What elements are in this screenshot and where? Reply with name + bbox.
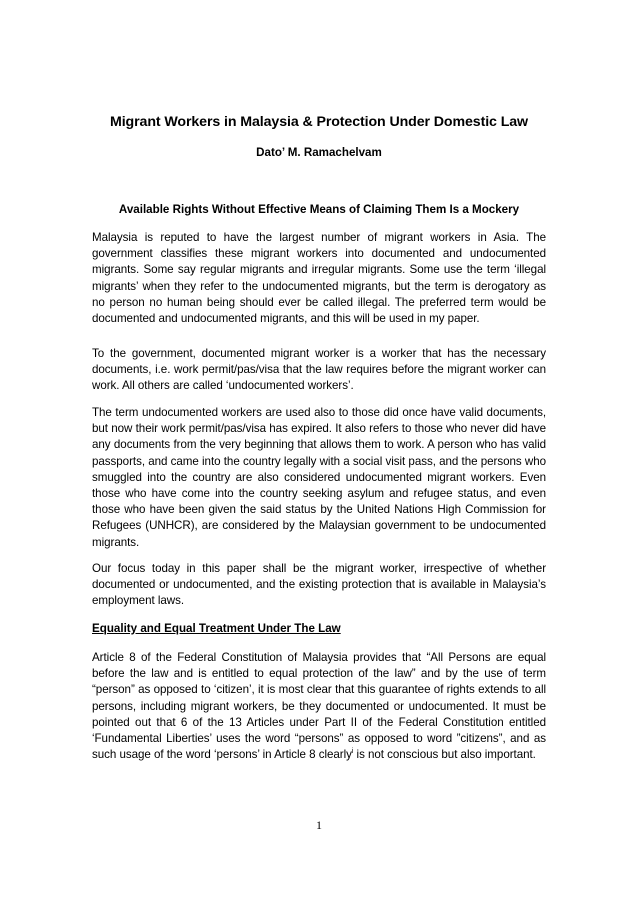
section-heading: Equality and Equal Treatment Under The Law (92, 622, 341, 635)
paragraph-4: Our focus today in this paper shall be the migrant worker, irrespective of whether documented or undocumented, and the existing protection that is available in Malaysia’s employment laws. (92, 562, 546, 608)
document-title: Migrant Workers in Malaysia & Protection Under Domestic Law (110, 114, 528, 130)
section-paragraph-end: is not conscious but also important. (353, 748, 536, 762)
paragraph-3: The term undocumented workers are used also to those did once have valid documents, but now their work permit/pas/visa has expired. It also refers to those who never did have any documents from the very beginning that allows them to work. A person who has valid passports, and came into the country legally with a social visit pass, and the persons who smuggled into the country are also considered undocumented migrant workers. Even those who have come into the country seeking asylum and refugee status, and even those who have been given the said status by the United Nations High Commission for Refugees (UNHCR), are considered by the Malaysian government to be undocumented migrants. (92, 406, 546, 549)
paragraph-2: To the government, documented migrant worker is a worker that has the necessary documents, i.e. work permit/pas/visa that the law requires before the migrant worker can work. All others are called ‘undocumented workers’. (92, 347, 546, 393)
section-paragraph (92, 650, 546, 763)
page-number: 1 (316, 818, 322, 832)
footnote-marker[interactable]: i (351, 748, 354, 756)
section-paragraph-text: Article 8 of the Federal Constitution of Malaysia provides that “All Persons are equal before the law and is entitled to equal protection of the law” and by the use of term “person” as opposed to ‘citizen’, it is most clear that this guarantee of rights extends to all persons, including migrant workers, be they documented or undocumented. It must be pointed out that 6 of the 13 Articles under Part II of the Federal Constitution entitled ‘Fundamental Liberties’ uses the word “persons” as opposed to word ”citizens”, and as such usage of the word ‘persons’ in Article 8 clearly (92, 651, 546, 762)
document-subtitle: Available Rights Without Effective Means of Claiming Them Is a Mockery (118, 203, 520, 216)
author-name: Dato’ M. Ramachelvam (256, 146, 382, 159)
paragraph-1: Malaysia is reputed to have the largest number of migrant workers in Asia. The government classifies these migrant workers into documented and undocumented migrants. Some say regular migrants and irregular migrants. Some use the term ‘illegal migrants’ when they refer to the undocumented migrants, but the term is derogatory as no person no human being should ever be called illegal. The preferred term would be documented and undocumented migrants, and this will be used in my paper. (92, 231, 546, 326)
